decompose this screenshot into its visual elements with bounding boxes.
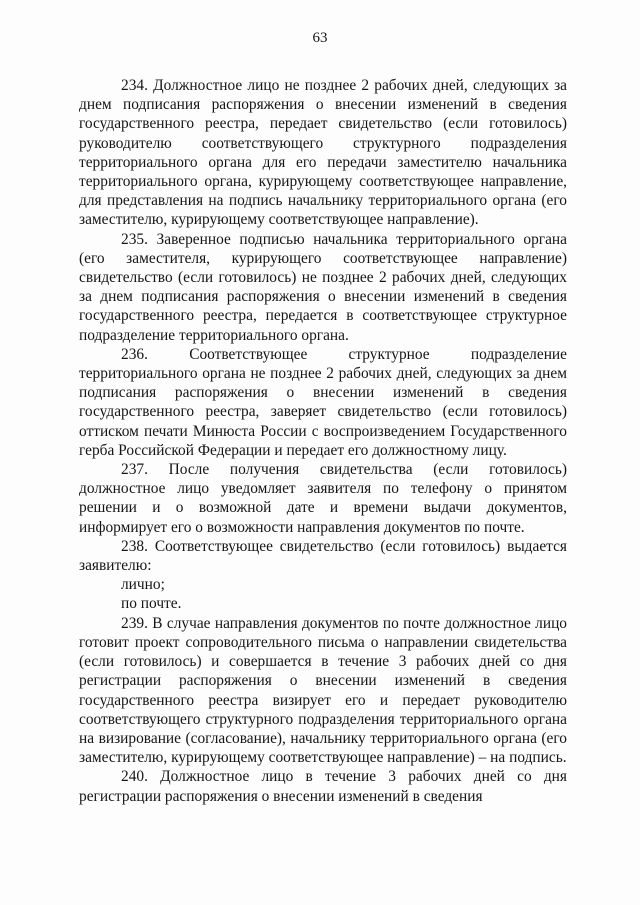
paragraph-235: 235. Заверенное подписью начальника территориального органа (его заместителя, курирующего соответствующее направление) свидетельство (если готовилось) не позднее 2 рабочих дней, следующих за днем подписания распоряжения о внесении изменений в сведения государственного реестра, передается в соответствующее структурное подразделение территориального органа. [79,230,567,344]
list-item-in-person: лично; [121,576,165,594]
list-item-by-mail: по почте. [121,595,182,613]
paragraph-236: 236. Соответствующее структурное подразделение территориального органа не позднее 2 рабочих дней, следующих за днем подписания распоряжения о внесении изменений в сведения государственного реестра, заверяет свидетельство (если готовилось) оттиском печати Минюста России с воспроизведением Государственного герба Российской Федерации и передает его должностному лицу. [79,345,567,459]
page-number: 63 [312,30,328,46]
paragraph-234: 234. Должностное лицо не позднее 2 рабочих дней, следующих за днем подписания распоряжения о внесении изменений в сведения государственного реестра, передает свидетельство (если готовилось) руководителю соответствующего структурного подразделения территориального органа для его передачи заместителю начальника территориального органа, курирующему соответствующее направление, для представления на подпись начальнику территориального органа (его заместителю, курирующему соответствующее направление). [79,77,567,229]
paragraph-240: 240. Должностное лицо в течение 3 рабочих дней со дня регистрации распоряжения о внесении изменений в сведения [79,768,567,805]
paragraph-238: 238. Соответствующее свидетельство (если готовилось) выдается заявителю: [79,537,567,575]
document-body [79,76,567,806]
paragraph-239: 239. В случае направления документов по почте должностное лицо готовит проект сопроводительного письма о направлении свидетельства (если готовилось) и совершается в течение 3 рабочих дней со дня регистрации распоряжения о внесении изменений в сведения государственного реестра визирует его и передает руководителю соответствующего структурного подразделения территориального органа на визирование (согласование), начальнику территориального органа (его заместителю, курирующему соответствующее направление) – на подпись. [79,614,567,767]
paragraph-237: 237. После получения свидетельства (если готовилось) должностное лицо уведомляет заявителя по телефону о принятом решении и о возможной дате и времени выдачи документов, информирует его о возможности направления документов по почте. [79,461,567,536]
